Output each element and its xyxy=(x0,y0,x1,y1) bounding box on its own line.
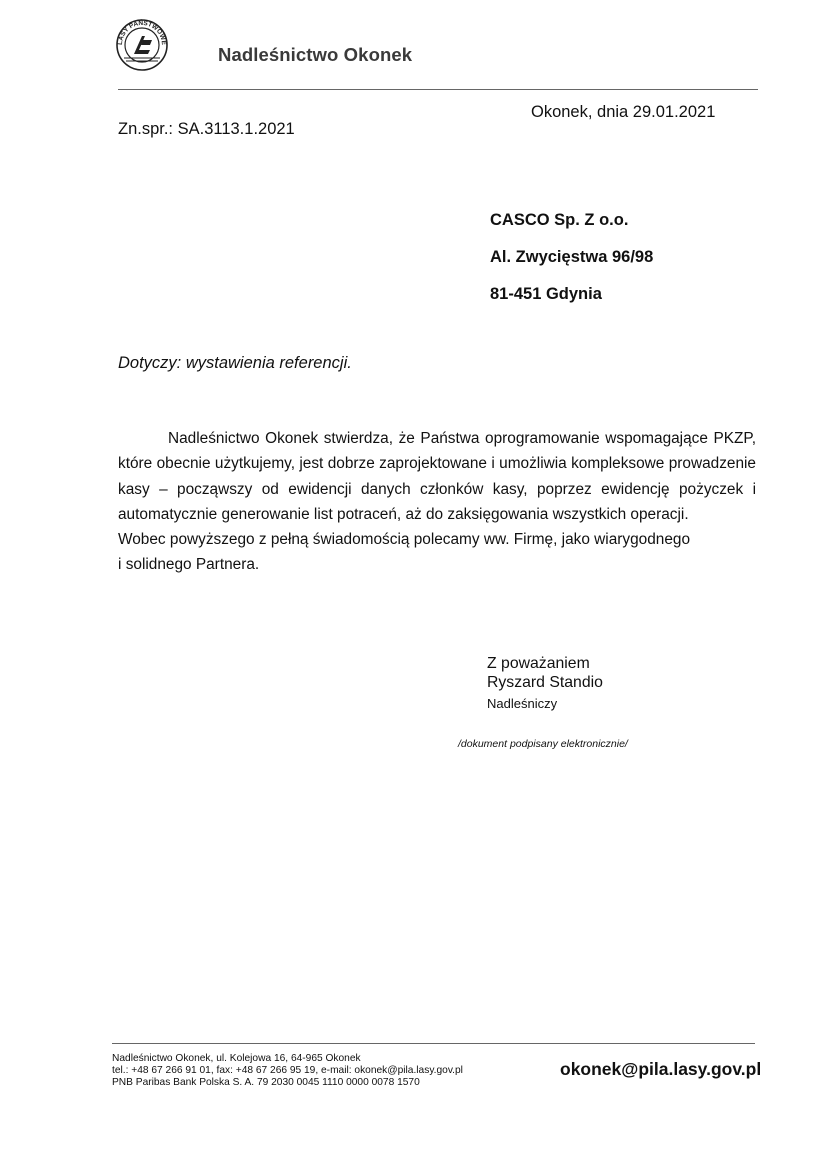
letter-body xyxy=(118,426,756,578)
signatory-name: Ryszard Standio xyxy=(487,674,603,691)
body-line-partner: i solidnego Partnera. xyxy=(118,556,260,574)
recipient-city: 81-451 Gdynia xyxy=(490,285,602,303)
header-divider xyxy=(118,89,758,90)
closing-block xyxy=(487,654,603,713)
body-line-recommendation: Wobec powyższego z pełną świadomością polecamy ww. Firmę, jako wiarygodnego xyxy=(118,531,691,549)
recipient-company: CASCO Sp. Z o.o. xyxy=(490,211,629,229)
recipient-street: Al. Zwycięstwa 96/98 xyxy=(490,248,654,266)
signatory-title: Nadleśniczy xyxy=(487,696,558,711)
footer-email: okonek@pila.lasy.gov.pl xyxy=(560,1059,762,1079)
reference-number: Zn.spr.: SA.3113.1.2021 xyxy=(118,120,295,138)
letter-subject: Dotyczy: wystawienia referencji. xyxy=(118,354,352,372)
footer-bank: PNB Paribas Bank Polska S. A. 79 2030 0045 1110 0000 0078 1570 xyxy=(112,1077,420,1088)
footer-divider xyxy=(112,1043,755,1044)
esign-note: /dokument podpisany elektronicznie/ xyxy=(458,738,628,750)
body-paragraph: Nadleśnictwo Okonek stwierdza, że Państwa oprogramowanie wspomagające PKZP, które obecnie użytkujemy, jest dobrze zaprojektowane i umożliwia kompleksowe prowadzenie kasy – począwszy od ewidencji danych członków kasy, poprzez ewidencję pożyczek i automatycznie generowanie list potraceń, aż do zaksięgowania wszystkich operacji. xyxy=(118,430,756,523)
footer-info xyxy=(112,1053,463,1089)
footer-address: Nadleśnictwo Okonek, ul. Kolejowa 16, 64-965 Okonek xyxy=(112,1053,361,1064)
header-org-name: Nadleśnictwo Okonek xyxy=(218,44,413,65)
place-date: Okonek, dnia 29.01.2021 xyxy=(531,103,716,121)
lasy-panstwowe-logo xyxy=(112,18,172,72)
svg-text:LASY PAŃSTWOWE: LASY PAŃSTWOWE xyxy=(116,19,168,46)
closing-salutation: Z poważaniem xyxy=(487,655,590,672)
footer-contact: tel.: +48 67 266 91 01, fax: +48 67 266 95 19, e-mail: okonek@pila.lasy.gov.pl xyxy=(112,1065,463,1076)
